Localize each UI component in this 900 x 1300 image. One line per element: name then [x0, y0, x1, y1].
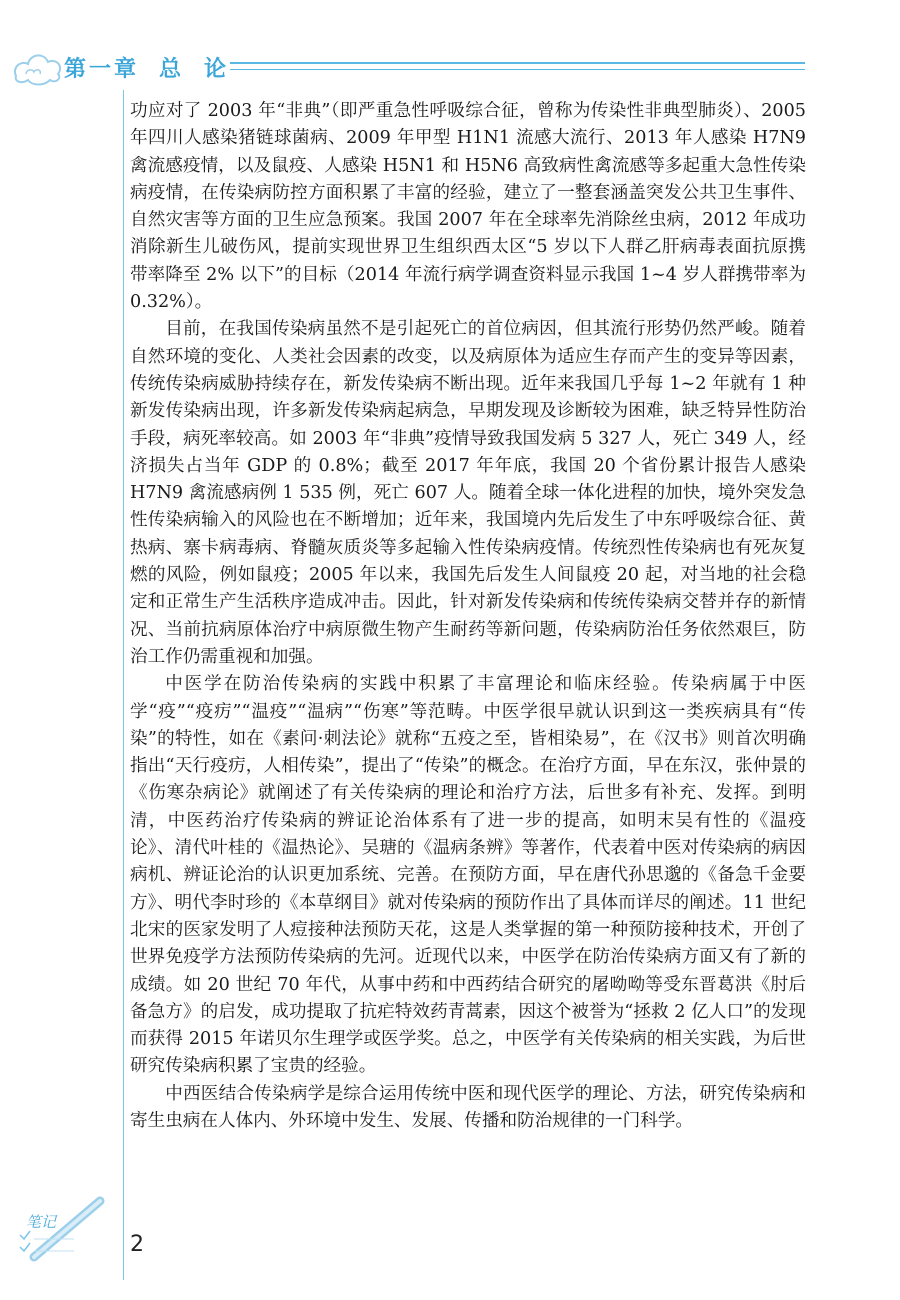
cloud-ornament-icon: [10, 48, 66, 88]
chapter-number: 第一章: [64, 57, 140, 82]
paragraph-1: 功应对了 2003 年“非典”（即严重急性呼吸综合征，曾称为传染性非典型肺炎）、2005 年四川人感染猪链球菌病、2009 年甲型 H1N1 流感大流行、2013 年人感染 H7N9 禽流感疫情，以及鼠疫、人感染 H5N1 和 H5N6 高致病性禽流感等多起重大急性传染病疫情，在传染病防控方面积累了丰富的经验，建立了一整套涵盖突发公共卫生事件、自然灾害等方面的卫生应急预案。我国 2007 年在全球率先消除丝虫病，2012 年成功消除新生儿破伤风，提前实现世界卫生组织西太区“5 岁以下人群乙肝病毒表面抗原携带率降至 2% 以下”的目标（2014 年流行病学调查资料显示我国 1~4 岁人群携带率为 0.32%）。: [130, 101, 806, 313]
page-number: 2: [130, 1232, 144, 1257]
chapter-title-char-1: 总: [159, 57, 185, 82]
chapter-header: [0, 40, 900, 100]
notes-label: 笔记: [26, 1213, 57, 1231]
paragraph-3: 中医学在防治传染病的实践中积累了丰富理论和临床经验。传染病属于中医学“疫”“疫疠”“温疫”“温病”“伤寒”等范畴。中医学很早就认识到这一类疾病具有“传染”的特性，如在《素问·刺法论》就称“五疫之至，皆相染易”，在《汉书》则首次明确指出“天行疫疠，人相传染”，提出了“传染”的概念。在治疗方面，早在东汉，张仲景的《伤寒杂病论》就阐述了有关传染病的理论和治疗方法，后世多有补充、发挥。到明清，中医药治疗传染病的辨证论治体系有了进一步的提高，如明末吴有性的《温疫论》、清代叶桂的《温热论》、吴瑭的《温病条辨》等著作，代表着中医对传染病的病因病机、辨证论治的认识更加系统、完善。在预防方面，早在唐代孙思邈的《备急千金要方》、明代李时珍的《本草纲目》就对传染病的预防作出了具体而详尽的阐述。11 世纪北宋的医家发明了人痘接种法预防天花，这是人类掌握的第一种预防接种技术，开创了世界免疫学方法预防传染病的先河。近现代以来，中医学在防治传染病方面又有了新的成绩。如 20 世纪 70 年代，从事中药和中西药结合研究的屠呦呦等受东晋葛洪《肘后备急方》的启发，成功提取了抗疟特效药青蒿素，因这个被誉为“拯救 2 亿人口”的发现而获得 2015 年诺贝尔生理学或医学奖。总之，中医学有关传染病的相关实践，为后世研究传染病积累了宝贵的经验。: [130, 674, 806, 1077]
header-rule-thick: [230, 62, 805, 64]
chapter-title: [64, 52, 229, 83]
notes-margin: [14, 1195, 124, 1265]
paragraph-2: 目前，在我国传染病虽然不是引起死亡的首位病因，但其流行形势仍然严峻。随着自然环境的变化、人类社会因素的改变，以及病原体为适应生存而产生的变异等因素，传统传染病威胁持续存在，新发传染病不断出现。近年来我国几乎每 1~2 年就有 1 种新发传染病出现，许多新发传染病起病急，早期发现及诊断较为困难，缺乏特异性防治手段，病死率较高。如 2003 年“非典”疫情导致我国发病 5 327 人，死亡 349 人，经济损失占当年 GDP 的 0.8%；截至 2017 年年底，我国 20 个省份累计报告人感染 H7N9 禽流感病例 1 535 例，死亡 607 人。随着全球一体化进程的加快，境外突发急性传染病输入的风险也在不断增加；近年来，我国境内先后发生了中东呼吸综合征、黄热病、寨卡病毒病、脊髓灰质炎等多起输入性传染病疫情。传统烈性传染病也有死灰复燃的风险，例如鼠疫；2005 年以来，我国先后发生人间鼠疫 20 起，对当地的社会稳定和正常生产生活秩序造成冲击。因此，针对新发传染病和传统传染病交替并存的新情况、当前抗病原体治疗中病原微生物产生耐药等新问题，传染病防治任务依然艰巨，防治工作仍需重视和加强。: [130, 319, 806, 667]
body-text: [130, 98, 806, 1135]
paragraph-4: 中西医结合传染病学是综合运用传统中医和现代医学的理论、方法，研究传染病和寄生虫病在人体内、外环境中发生、发展、传播和防治规律的一门科学。: [130, 1083, 806, 1131]
chapter-title-char-2: 论: [204, 57, 230, 82]
margin-divider: [123, 90, 124, 1280]
header-rule-thin: [230, 69, 805, 70]
